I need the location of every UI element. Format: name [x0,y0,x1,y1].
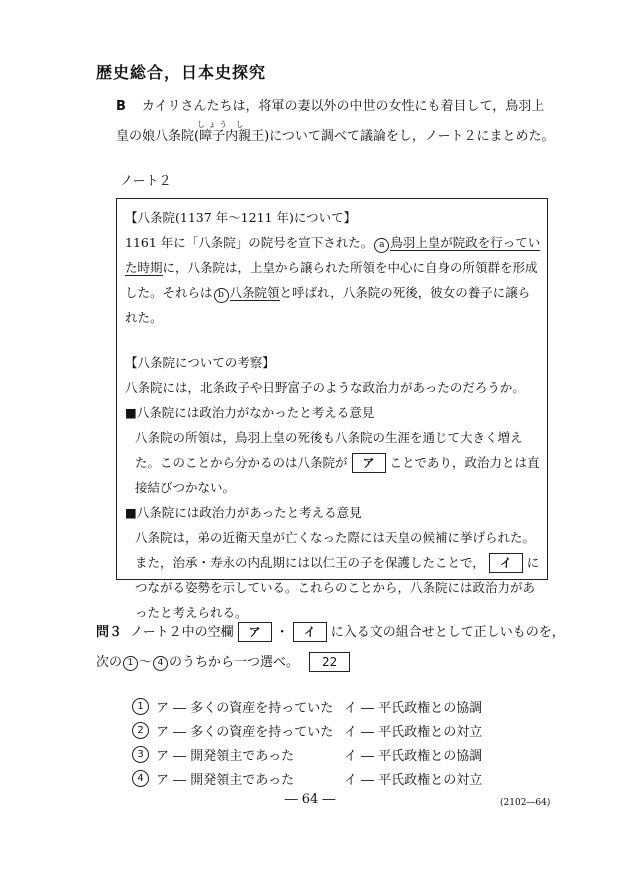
note-box [116,198,548,620]
option-number: 1 [132,698,149,715]
section-title: 歴史総合，日本史探究 [96,63,267,82]
page-number: ― 64 ― [284,792,336,807]
consider-heading: 【八条院についての考察】 [125,355,275,370]
option-number: 4 [132,770,149,787]
ruby-name [197,120,247,152]
about-heading: 【八条院(1137 年～1211 年)について】 [125,210,357,225]
view1-text-after: ことであり，政治力とは直接結びつかない。 [135,455,540,495]
ruby-base: 暲子 [199,129,226,144]
marker-b: b [214,288,229,303]
underlined-phrase-b: 八条院領 [229,285,280,300]
question-label: 問３ [96,625,123,640]
view2-text [125,525,541,625]
part-label: B [116,99,126,114]
question-text-3: のうちから一つ選べ。 [169,655,300,670]
page-code: (2102―64) [500,798,551,808]
about-text-3: と呼ばれ，八条院の死後，彼女の養子に譲られた。 [125,285,531,325]
view2-title: ■八条院には政治力があったと考える意見 [125,505,362,520]
view1-text [125,425,541,500]
underlined-phrase-a: 鳥羽上皇が院政を行っていた時期 [125,235,541,275]
view1-title: ■八条院には政治力がなかったと考える意見 [125,405,375,420]
question-blank-a: ア [238,622,272,642]
view2-text-after: につながる姿勢を示している。これらのことから，八条院には政治力があったと考えられる。 [135,555,540,620]
about-text-1: 1161 年に「八条院」の院号を宣下された。 [125,235,374,250]
circled-num-last: 4 [153,656,168,671]
question-sep: ・ [275,625,289,640]
answer-number-box: 22 [309,652,350,672]
about-text-2: に，八条院は，上皇から譲られた所領を中心に自身の所領群を形成した。それらは [125,260,538,300]
blank-i: イ [489,553,523,573]
note-heading: ノート２ [120,174,172,189]
intro-text-before: カイリさんたちは，将軍の妻以外の中世の女性にも着目して，鳥羽上皇の娘八条院( [116,99,545,144]
option-number: 3 [132,746,149,763]
intro-paragraph [116,92,556,152]
intro-text-after: 内親王)について調べて議論をし，ノート２にまとめた。 [225,129,555,144]
option-i-text: イ ― 平氏政権との協調 [344,749,483,764]
question-text-1: ノート２中の空欄 [130,625,234,640]
option-i-text: イ ― 平氏政権との対立 [344,773,483,788]
option-a-text: ア ― 多くの資産を持っていた [156,701,334,716]
option-number: 2 [132,722,149,739]
question-blank-i: イ [293,622,327,642]
marker-a: a [374,238,389,253]
about-paragraph [125,230,541,330]
view1-text-before: 八条院の所領は，鳥羽上皇の死後も八条院の生涯を通じて大きく増えた。このことから分かるのは八条院が [135,430,523,470]
option-i-text: イ ― 平氏政権との協調 [344,701,483,716]
blank-a: ア [352,453,386,473]
consider-question: 八条院には，北条政子や日野富子のような政治力があったのだろうか。 [125,380,525,395]
question-3 [96,618,566,678]
option-a-text: ア ― 開発領主であった [156,749,295,764]
range-sep: ～ [139,655,153,670]
circled-num-first: 1 [123,656,138,671]
view2-text-before: 八条院は，弟の近衛天皇が亡くなった際には天皇の候補に挙げられた。また，治承・寿永の内乱期には以仁王の子を保護したことで， [135,530,536,570]
ruby-reading: しょう し [197,120,247,129]
option-a-text: ア ― 開発領主であった [156,773,295,788]
question-text-2: に入る文の組合せとして正しいものを，次の [96,625,565,670]
option-i-text: イ ― 平氏政権との対立 [344,725,483,740]
option-a-text: ア ― 多くの資産を持っていた [156,725,334,740]
